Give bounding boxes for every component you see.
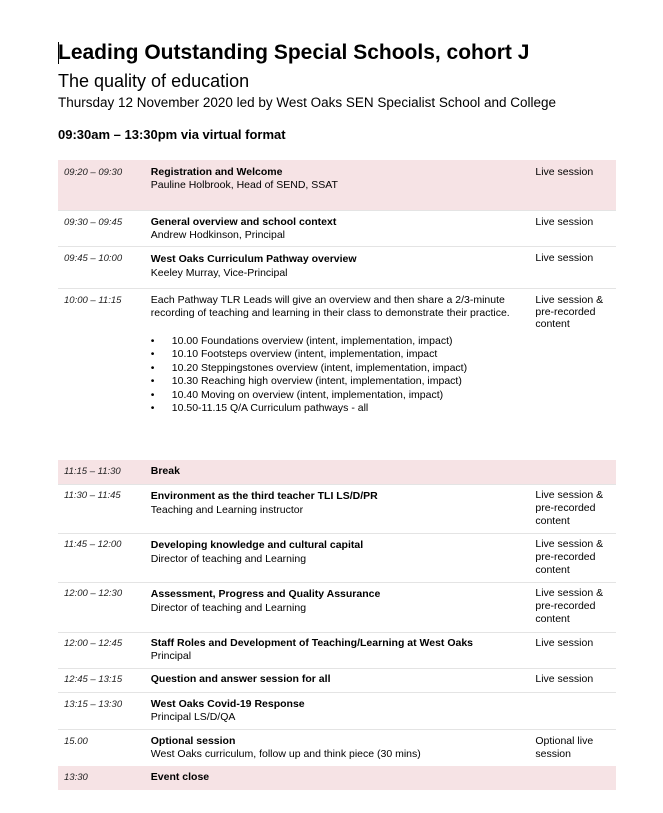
agenda-time: 12:45 – 13:15 xyxy=(58,668,151,692)
agenda-title: Registration and Welcome xyxy=(150,166,283,178)
agenda-session-type: Live session xyxy=(523,246,616,288)
event-date-line: Thursday 12 November 2020 led by West Oaks SEN Specialist School and College xyxy=(58,95,557,110)
agenda-time: 13:30 xyxy=(58,766,151,790)
document-page xyxy=(58,38,616,783)
agenda-session-type: Live session & pre-recorded content xyxy=(523,484,616,533)
document-title: Leading Outstanding Special Schools, cohort J xyxy=(58,41,530,64)
agenda-title: Optional session xyxy=(150,734,236,747)
agenda-presenter: Andrew Hodkinson, Principal xyxy=(150,228,285,241)
agenda-time: 13:15 – 13:30 xyxy=(58,692,151,729)
document-subtitle: The quality of education xyxy=(58,71,250,91)
agenda-row xyxy=(58,692,616,729)
agenda-title: Environment as the third teacher TLI LS/D/PR xyxy=(150,489,378,502)
agenda-row xyxy=(58,460,616,484)
agenda-presenter: Principal LS/D/QA xyxy=(150,710,236,723)
agenda-bullet: • 10.30 Reaching high overview (intent, implementation, impact) xyxy=(151,375,524,389)
agenda-time: 09:30 – 09:45 xyxy=(58,210,151,246)
agenda-row xyxy=(58,766,616,790)
agenda-row xyxy=(58,729,616,766)
agenda-time: 09:20 – 09:30 xyxy=(58,160,151,210)
agenda-title: Break xyxy=(150,465,180,477)
agenda-session-type: Live session xyxy=(523,632,616,668)
agenda-presenter: Pauline Holbrook, Head of SEND, SSAT xyxy=(150,179,338,191)
agenda-description xyxy=(151,210,524,246)
agenda-title: West Oaks Covid-19 Response xyxy=(150,697,305,710)
agenda-session-type xyxy=(523,692,616,729)
agenda-session-type: Live session & pre-recorded content xyxy=(523,533,616,582)
agenda-session-type: Live session xyxy=(523,668,616,692)
agenda-bullet: • 10.50-11.15 Q/A Curriculum pathways - all xyxy=(151,402,524,416)
agenda-description xyxy=(151,246,524,288)
agenda-row xyxy=(58,484,616,533)
agenda-time: 09:45 – 10:00 xyxy=(58,246,151,288)
agenda-time: 12:00 – 12:45 xyxy=(58,632,151,668)
agenda-description xyxy=(151,766,524,790)
agenda-table xyxy=(58,160,616,790)
agenda-description xyxy=(151,484,524,533)
agenda-presenter: Director of teaching and Learning xyxy=(150,552,307,565)
agenda-description xyxy=(151,460,524,484)
agenda-row xyxy=(58,288,616,460)
agenda-time: 12:00 – 12:30 xyxy=(58,582,151,632)
agenda-description xyxy=(151,692,524,729)
agenda-description xyxy=(151,160,524,210)
agenda-time: 11:30 – 11:45 xyxy=(58,484,151,533)
agenda-description xyxy=(151,632,524,668)
agenda-session-type: Live session xyxy=(523,160,616,210)
agenda-time: 10:00 – 11:15 xyxy=(58,288,151,460)
agenda-presenter: Teaching and Learning instructor xyxy=(150,503,304,516)
agenda-session-type: Live session & pre-recorded content xyxy=(523,582,616,632)
agenda-row xyxy=(58,246,616,288)
agenda-text: Each Pathway TLR Leads will give an overview and then share a 2/3-minute recording of teaching and learning in their class to demonstrate their practice. xyxy=(150,293,510,319)
agenda-description xyxy=(151,533,524,582)
agenda-description xyxy=(151,582,524,632)
agenda-time: 15.00 xyxy=(58,729,151,766)
agenda-time: 11:15 – 11:30 xyxy=(58,460,151,484)
agenda-description xyxy=(151,668,524,692)
agenda-title: General overview and school context xyxy=(150,215,337,228)
agenda-row xyxy=(58,582,616,632)
agenda-description xyxy=(151,729,524,766)
agenda-bullet: • 10.40 Moving on overview (intent, implementation, impact) xyxy=(151,389,524,403)
agenda-row xyxy=(58,533,616,582)
agenda-row xyxy=(58,668,616,692)
agenda-presenter: Director of teaching and Learning xyxy=(150,601,307,614)
agenda-title: Question and answer session for all xyxy=(150,672,331,685)
agenda-description xyxy=(151,288,524,460)
agenda-row xyxy=(58,210,616,246)
agenda-presenter: West Oaks curriculum, follow up and think piece (30 mins) xyxy=(150,747,421,760)
agenda-bullet: • 10.20 Steppingstones overview (intent, implementation, impact) xyxy=(151,362,524,376)
agenda-title: Developing knowledge and cultural capital xyxy=(150,538,364,551)
agenda-session-type: Live session xyxy=(523,210,616,246)
agenda-session-type: Optional live session xyxy=(523,729,616,766)
agenda-presenter: Keeley Murray, Vice-Principal xyxy=(150,266,288,279)
event-time-format: 09:30am – 13:30pm via virtual format xyxy=(58,127,286,142)
agenda-title: Staff Roles and Development of Teaching/Learning at West Oaks xyxy=(150,636,474,649)
agenda-title: Event close xyxy=(150,771,210,783)
agenda-title: Assessment, Progress and Quality Assurance xyxy=(150,587,381,600)
agenda-session-type xyxy=(523,766,616,790)
agenda-session-type xyxy=(523,460,616,484)
agenda-presenter: Principal xyxy=(150,649,192,662)
agenda-bullet: • 10.00 Foundations overview (intent, implementation, impact) xyxy=(151,335,524,349)
agenda-session-type: Live session & pre-recorded content xyxy=(523,288,616,460)
agenda-bullet: • 10.10 Footsteps overview (intent, implementation, impact xyxy=(151,348,524,362)
agenda-row xyxy=(58,632,616,668)
agenda-time: 11:45 – 12:00 xyxy=(58,533,151,582)
agenda-row xyxy=(58,160,616,210)
agenda-bullet-list xyxy=(151,335,524,416)
agenda-title: West Oaks Curriculum Pathway overview xyxy=(150,252,357,265)
